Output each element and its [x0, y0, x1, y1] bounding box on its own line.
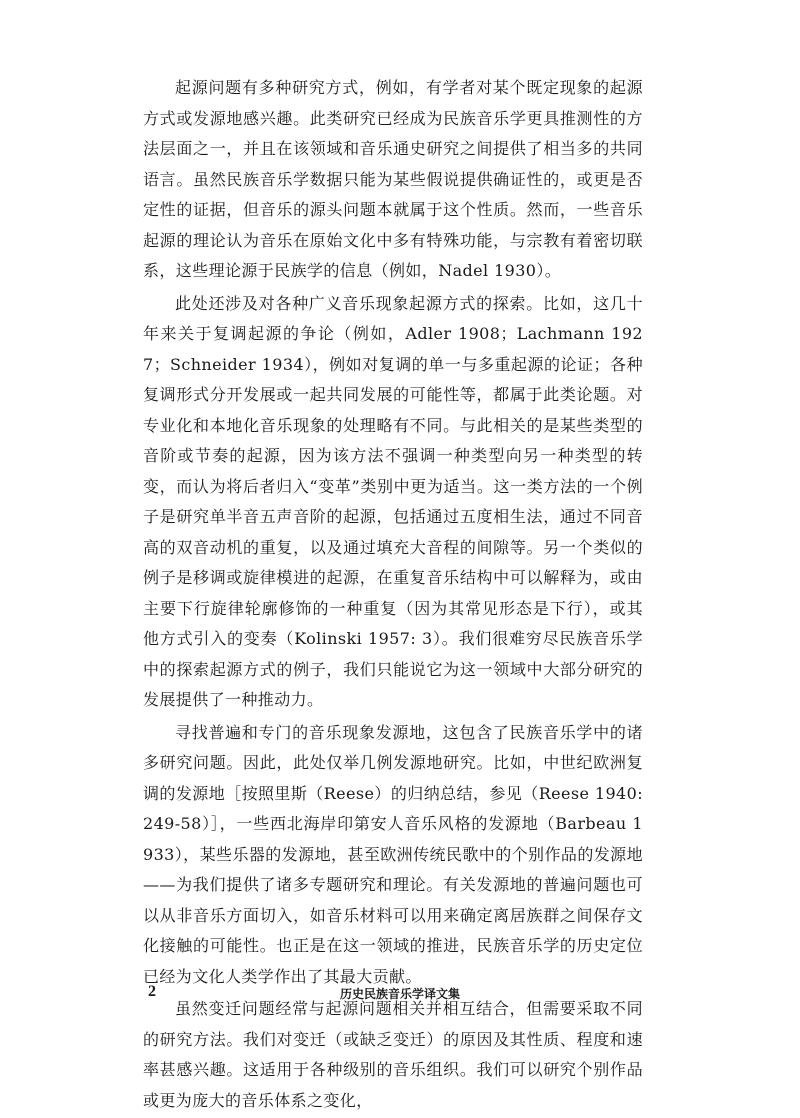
page-number: 2 [148, 983, 156, 1000]
running-footer-title: 历史民族音乐学译文集 [339, 987, 460, 1001]
paragraph-origin-methods: 起源问题有多种研究方式，例如，有学者对某个既定现象的起源方式或发源地感兴趣。此类研究已经成为民族音乐学更具推测性的方法层面之一，并且在该领域和音乐通史研究之间提供了相当多的共同语言。虽然民族音乐学数据只能为某些假说提供确证性的，或更是否定性的证据，但音乐的源头问题本就属于这个性质。然而，一些音乐起源的理论认为音乐在原始文化中多有特殊功能，与宗教有着密切联系，这些理论源于民族学的信息（例如，Nadel 1930）。 [143, 78, 643, 280]
paragraph-change-problems: 虽然变迁问题经常与起源问题相关并相互结合，但需要采取不同的研究方法。我们对变迁（或缺乏变迁）的原因及其性质、程度和速率甚感兴趣。这适用于各种级别的音乐组织。我们可以研究个别作品或更为庞大的音乐体系之变化， [143, 999, 643, 1110]
paragraph-place-of-origin: 寻找普遍和专门的音乐现象发源地，这包含了民族音乐学中的诸多研究问题。因此，此处仅举几例发源地研究。比如，中世纪欧洲复调的发源地［按照里斯（Reese）的归纳总结，参见（Reese 1940: 249-58）］，一些西北海岸印第安人音乐风格的发源地（Barbeau 1933），某些乐器的发源地，甚至欧洲传统民歌中的个别作品的发源地——为我们提供了诸多专题研究和理论。有关发源地的普遍问题也可以从非音乐方面切入，如音乐材料可以用来确定离居族群之间保存文化接触的可能性。也正是在这一领域的推进，民族音乐学的历史定位已经为文化人类学作出了其最大贡献。 [143, 722, 643, 986]
body-text [143, 73, 643, 1118]
paragraph-polyphony-origin: 此处还涉及对各种广义音乐现象起源方式的探索。比如，这几十年来关于复调起源的争论（例如，Adler 1908；Lachmann 1927；Schneider 1934），例如对复调的单一与多重起源的论证；各种复调形式分开发展或一起共同发展的可能性等，都属于此类论题。对专业化和本地化音乐现象的处理略有不同。与此相关的是某些类型的音阶或节奏的起源，因为该方法不强调一种类型向另一种类型的转变，而认为将后者归入“变革”类别中更为适当。这一类方法的一个例子是研究单半音五声音阶的起源，包括通过五度相生法，通过不同音高的双音动机的重复，以及通过填充大音程的间隙等。另一个类似的例子是移调或旋律模进的起源，在重复音乐结构中可以解释为，或由主要下行旋律轮廓修饰的一种重复（因为其常见形态是下行），或其他方式引入的变奏（Kolinski 1957: 3）。我们很难穷尽民族音乐学中的探索起源方式的例子，我们只能说它为这一领域中大部分研究的发展提供了一种推动力。 [143, 293, 643, 709]
